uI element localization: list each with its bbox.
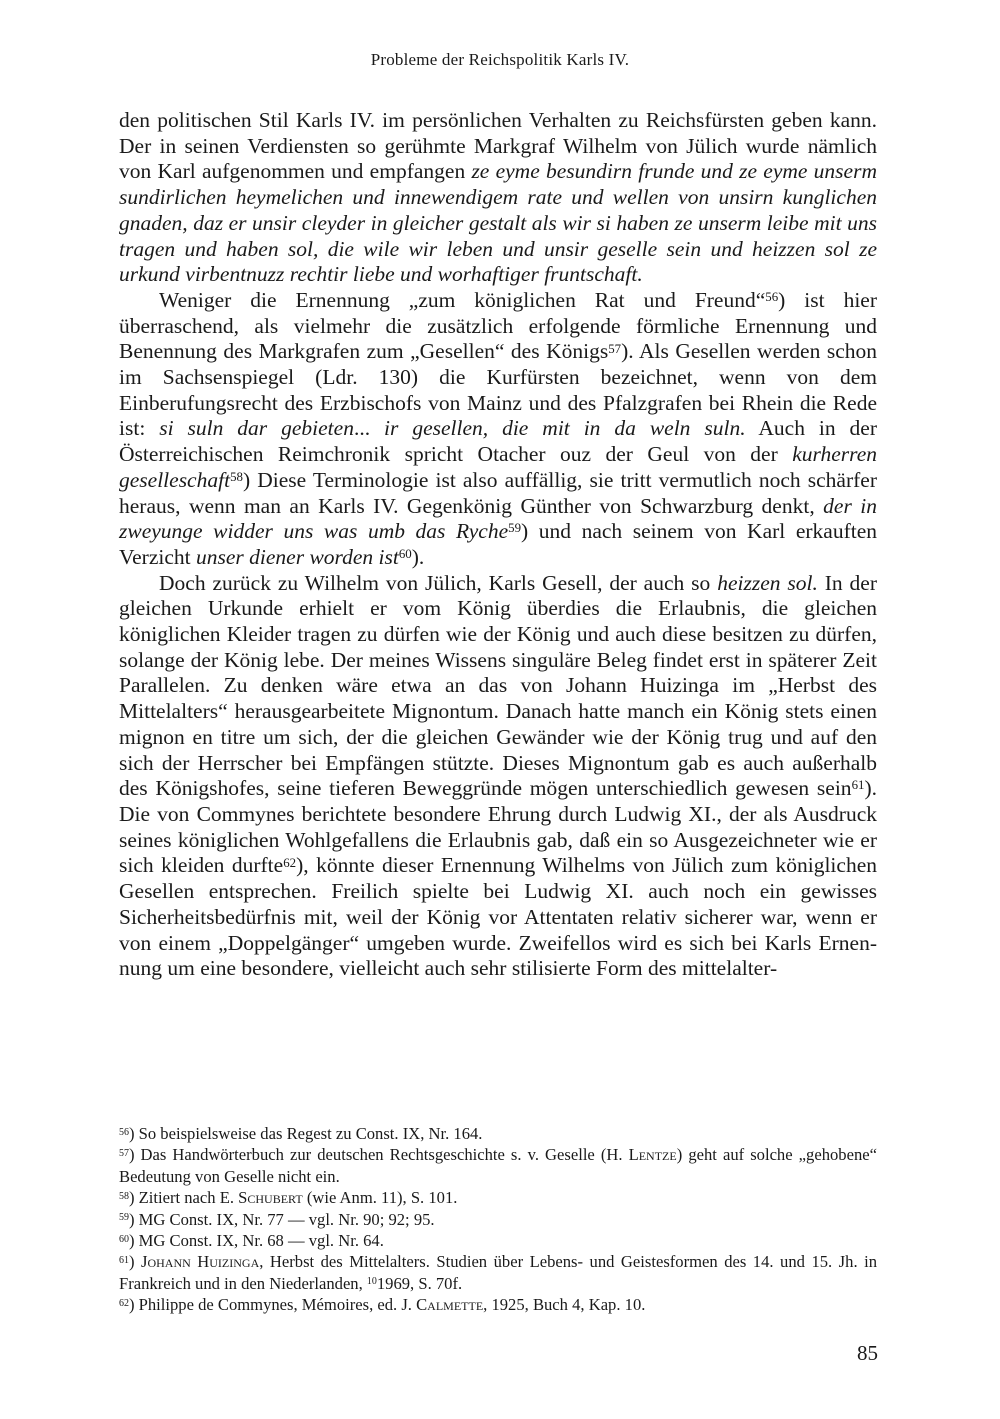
text-run: ) ist hier überraschend, als vielmehr die zusätzlich erfolgende förmliche Ernennung und Benennung des Markgrafen zum „Gesellen“ des Königs bbox=[119, 287, 878, 364]
footnote-author: Lentze bbox=[628, 1145, 677, 1165]
footnote-57 bbox=[119, 1144, 877, 1187]
text-run: Auch in der Österreichischen Reimchronik spricht Otacher ouz der Geul von der bbox=[119, 416, 878, 467]
footnote-text: ) bbox=[128, 1252, 141, 1272]
footnote-number: 59 bbox=[119, 1212, 129, 1224]
text-run: ... bbox=[353, 416, 385, 441]
footnotes bbox=[119, 1123, 877, 1316]
footnote-author: Johann Huizinga bbox=[140, 1252, 260, 1272]
text-run: ), könnte dieser Ernennung Wilhelms von Jülich zum königlichen Gesellen entsprechen. Freilich spielte bei Ludwig XI. auch noch ein gewisses Sicherheitsbedürfnis mit, weil der König vor Attentaten relativ sicherer war, wenn er von einem „Doppelgänger“ umgeben wurde. Zweifellos wird es sich bei Karls Ernennung um eine besondere, vielleicht auch sehr stilisierte Form des mittelalter- bbox=[119, 853, 877, 981]
quotation-italic: kurherren geselleschaft bbox=[119, 442, 877, 492]
text-run: ). bbox=[411, 544, 425, 569]
paragraph-3 bbox=[119, 571, 877, 982]
quotation-italic: unser diener worden ist bbox=[196, 544, 399, 569]
footnote-61 bbox=[119, 1251, 877, 1294]
page-number: 85 bbox=[857, 1341, 878, 1365]
quotation-italic: ze eyme besundirn frunde und ze eyme unserm sundirlichen heymelichen und innewendigem rate und wellen von unsirn kunglichen gnaden, daz er unsir cleyder in gleicher gestalt als wir si haben ze unserm leibe mit uns tragen und haben sol, die wile wir leben und unsir geselle sein und heizzen sol ze urkund virbentnuzz rechtir liebe und worhaftiger fruntschaft. bbox=[119, 159, 877, 287]
footnote-number: 60 bbox=[119, 1233, 129, 1245]
edition-number: 10 bbox=[366, 1276, 377, 1288]
footnote-text: ) Zitiert nach E. bbox=[128, 1188, 239, 1208]
quotation-italic: der in zweyunge widder uns was umb das Ryche bbox=[119, 493, 877, 544]
text-run: In der gleichen Urkunde erhielt er vom König überdies die Erlaubnis, die gleichen königlichen Kleider tragen zu dürfen wie der König und auch diese besitzen zu dürfen, solange der König lebe. Der meines Wissens singuläre Beleg findet erst in späterer Zeit Parallelen. Zu denken wäre etwa an das von Johann Huizinga im „Herbst des Mittelalters“ herausgearbeitete Mignontum. Danach hatte manch ein König stets einen mignon en titre um sich, der die gleichen Gewänder wie der König trug und auf den sich der Herrscher bei Empfängen stützte. Dieses Mignontum gab es auch außerhalb des Königshofes, seine tieferen Beweggründe mögen unterschiedlich gewesen sein bbox=[119, 570, 877, 801]
text-run: ). Die von Commynes berichtete besondere Ehrung durch Ludwig XI., der als Ausdruck seines königlichen Wohlgefallens die Erlaubnis gab, daß ein so Ausgezeichneter wie er sich kleiden durfte bbox=[119, 776, 877, 878]
paragraph-2 bbox=[119, 288, 877, 571]
footnote-author: Schubert bbox=[238, 1188, 303, 1208]
footnote-author: Calmette bbox=[416, 1295, 484, 1315]
footnote-number: 62 bbox=[119, 1297, 129, 1309]
footnote-56 bbox=[119, 1123, 877, 1144]
footnote-text: , Herbst des Mittelalters. Studien über Lebens- und Geistesformen des 14. und 15. Jh. in Frankreich und in den Niederlanden, bbox=[119, 1252, 877, 1293]
footnote-text: ) MG Const. IX, Nr. 77 — vgl. Nr. 90; 92; 95. bbox=[128, 1209, 435, 1229]
footnote-59 bbox=[119, 1209, 877, 1230]
text-run: ). Als Gesellen werden schon im Sachsenspiegel (Ldr. 130) die Kurfürsten bezeichnet, wenn von dem Einberufungsrecht des Erzbischofs von Mainz und des Pfalzgrafen bei Rhein die Rede ist: bbox=[119, 339, 877, 441]
footnote-text: ) MG Const. IX, Nr. 68 — vgl. Nr. 64. bbox=[128, 1231, 384, 1251]
paragraph-1 bbox=[119, 108, 877, 288]
footnote-text: (wie Anm. 11), S. 101. bbox=[302, 1188, 458, 1208]
text-run: den politischen Stil Karls IV. im persönlichen Verhalten zu Reichsfürsten geben kann. Der in seinen Verdiensten so gerühmte Markgraf Wilhelm von Jülich wurde nämlich von Karl aufgenommen und empfangen bbox=[119, 108, 877, 184]
footnote-text: ) Philippe de Commynes, Mémoires, ed. J. bbox=[128, 1295, 417, 1315]
text-run: Doch zurück zu Wilhelm von Jülich, Karls Gesell, der auch so bbox=[159, 570, 718, 595]
footnote-ref-61[interactable]: 61 bbox=[851, 778, 865, 793]
footnote-ref-62[interactable]: 62 bbox=[283, 855, 297, 870]
footnote-ref-56[interactable]: 56 bbox=[765, 290, 779, 305]
footnote-text: ) geht auf solche „gehobene“ Bedeutung von Geselle nicht ein. bbox=[119, 1145, 877, 1186]
quotation-italic: si suln dar gebieten bbox=[159, 416, 354, 441]
footnote-text: ) So beispielsweise das Regest zu Const. IX, Nr. 164. bbox=[128, 1124, 483, 1143]
footnote-text: ) Das Handwörterbuch zur deutschen Rechtsgeschichte s. v. Geselle (H. bbox=[128, 1145, 629, 1165]
footnote-ref-58[interactable]: 58 bbox=[230, 470, 243, 485]
text-run: ) Diese Terminologie ist also auffällig, sie tritt vermutlich noch schärfer heraus, wenn man an Karls IV. Gegenkönig Günther von Schwarzburg denkt, bbox=[119, 467, 877, 518]
footnote-number: 58 bbox=[119, 1190, 129, 1202]
footnote-number: 61 bbox=[119, 1254, 129, 1266]
footnote-58 bbox=[119, 1187, 877, 1208]
quotation-italic: heizzen sol. bbox=[717, 570, 818, 595]
quotation-italic: ir gesellen, die mit in da weln suln. bbox=[384, 416, 746, 441]
footnote-ref-60[interactable]: 60 bbox=[398, 547, 412, 562]
footnote-number: 57 bbox=[119, 1147, 129, 1159]
running-head: Probleme der Reichspolitik Karls IV. bbox=[370, 50, 630, 69]
footnote-ref-57[interactable]: 57 bbox=[608, 341, 622, 356]
footnote-text: 1969, S. 70f. bbox=[376, 1273, 463, 1293]
footnote-62 bbox=[119, 1294, 877, 1315]
text-run: Weniger die Ernennung „zum königlichen Rat und Freund“ bbox=[159, 287, 766, 312]
footnote-ref-59[interactable]: 59 bbox=[508, 521, 522, 536]
text-run: ) und nach seinem von Karl erkauften Verzicht bbox=[119, 519, 877, 569]
body-text bbox=[119, 108, 877, 982]
footnote-text: , 1925, Buch 4, Kap. 10. bbox=[483, 1295, 646, 1315]
footnote-60 bbox=[119, 1230, 877, 1251]
footnote-number: 56 bbox=[119, 1126, 129, 1138]
